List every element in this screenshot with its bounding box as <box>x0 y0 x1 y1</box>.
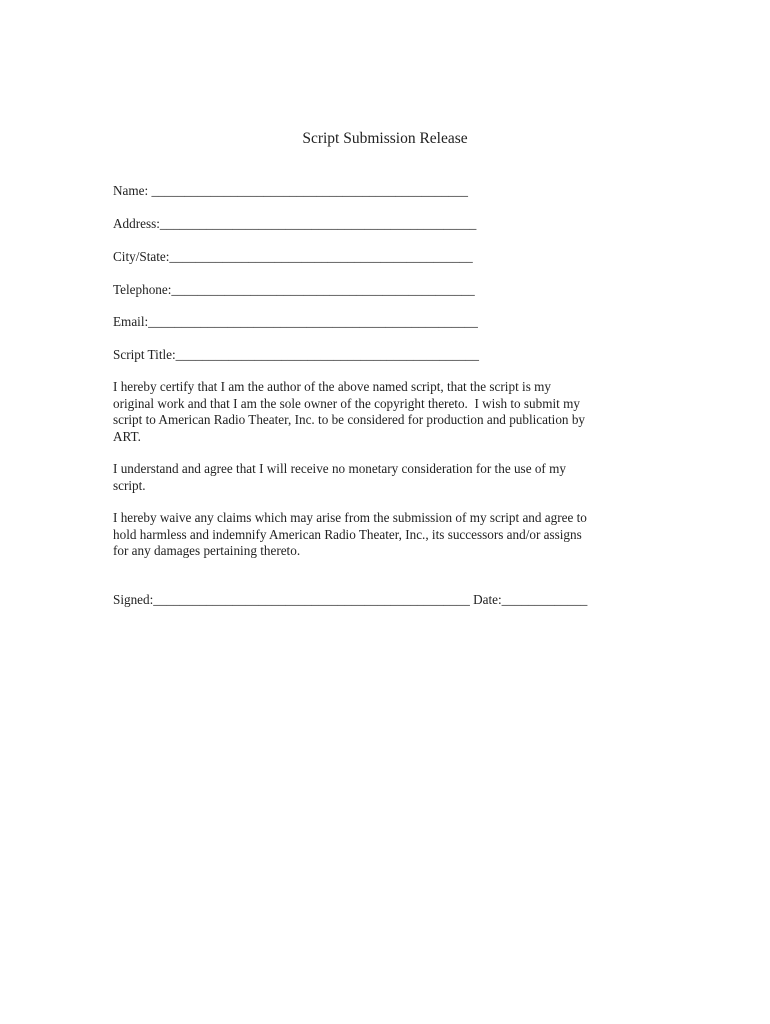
address-field[interactable] <box>113 216 476 232</box>
paragraph-line: script to American Radio Theater, Inc. to be considered for production and publication by <box>113 412 586 428</box>
telephone-field[interactable] <box>113 282 475 298</box>
email-label: Email: <box>113 314 149 329</box>
certification-paragraph <box>113 379 661 445</box>
paragraph-line: I hereby waive any claims which may arise from the submission of my script and agree to <box>113 510 587 525</box>
email-blank[interactable]: __________________________________________________ <box>148 314 478 329</box>
telephone-blank[interactable]: ______________________________________________ <box>171 282 475 297</box>
telephone-label: Telephone: <box>113 282 172 297</box>
signed-label: Signed: <box>113 592 154 607</box>
name-label: Name: <box>113 183 152 198</box>
city-state-label: City/State: <box>113 249 170 264</box>
document-title: Script Submission Release <box>302 130 468 147</box>
signed-blank[interactable]: ________________________________________________ <box>153 592 470 607</box>
paragraph-line: script. <box>113 477 146 493</box>
signature-row <box>113 592 587 608</box>
date-blank[interactable]: _____________ <box>501 592 588 607</box>
name-blank[interactable]: ________________________________________________ <box>151 183 468 198</box>
paragraph-line: ART. <box>113 428 141 444</box>
consideration-paragraph <box>113 461 661 494</box>
script-title-field[interactable] <box>113 347 479 363</box>
city-state-blank[interactable]: ______________________________________________ <box>169 249 473 264</box>
paragraph-line: hold harmless and indemnify American Radio Theater, Inc., its successors and/or assigns <box>113 526 582 542</box>
script-title-label: Script Title: <box>113 347 176 362</box>
address-label: Address: <box>113 216 160 231</box>
name-field[interactable] <box>113 183 468 199</box>
script-title-blank[interactable]: ______________________________________________ <box>175 347 479 362</box>
paragraph-line: I understand and agree that I will receive no monetary consideration for the use of my <box>113 461 566 476</box>
address-blank[interactable]: ________________________________________________ <box>159 216 477 231</box>
city-state-field[interactable] <box>113 249 473 265</box>
paragraph-line: for any damages pertaining thereto. <box>113 543 301 559</box>
paragraph-line: I hereby certify that I am the author of the above named script, that the script is my <box>113 379 551 394</box>
email-field[interactable] <box>113 314 478 330</box>
waiver-paragraph <box>113 510 661 560</box>
date-label: Date: <box>469 592 502 607</box>
paragraph-line: original work and that I am the sole owner of the copyright thereto. I wish to submit my <box>113 395 580 411</box>
